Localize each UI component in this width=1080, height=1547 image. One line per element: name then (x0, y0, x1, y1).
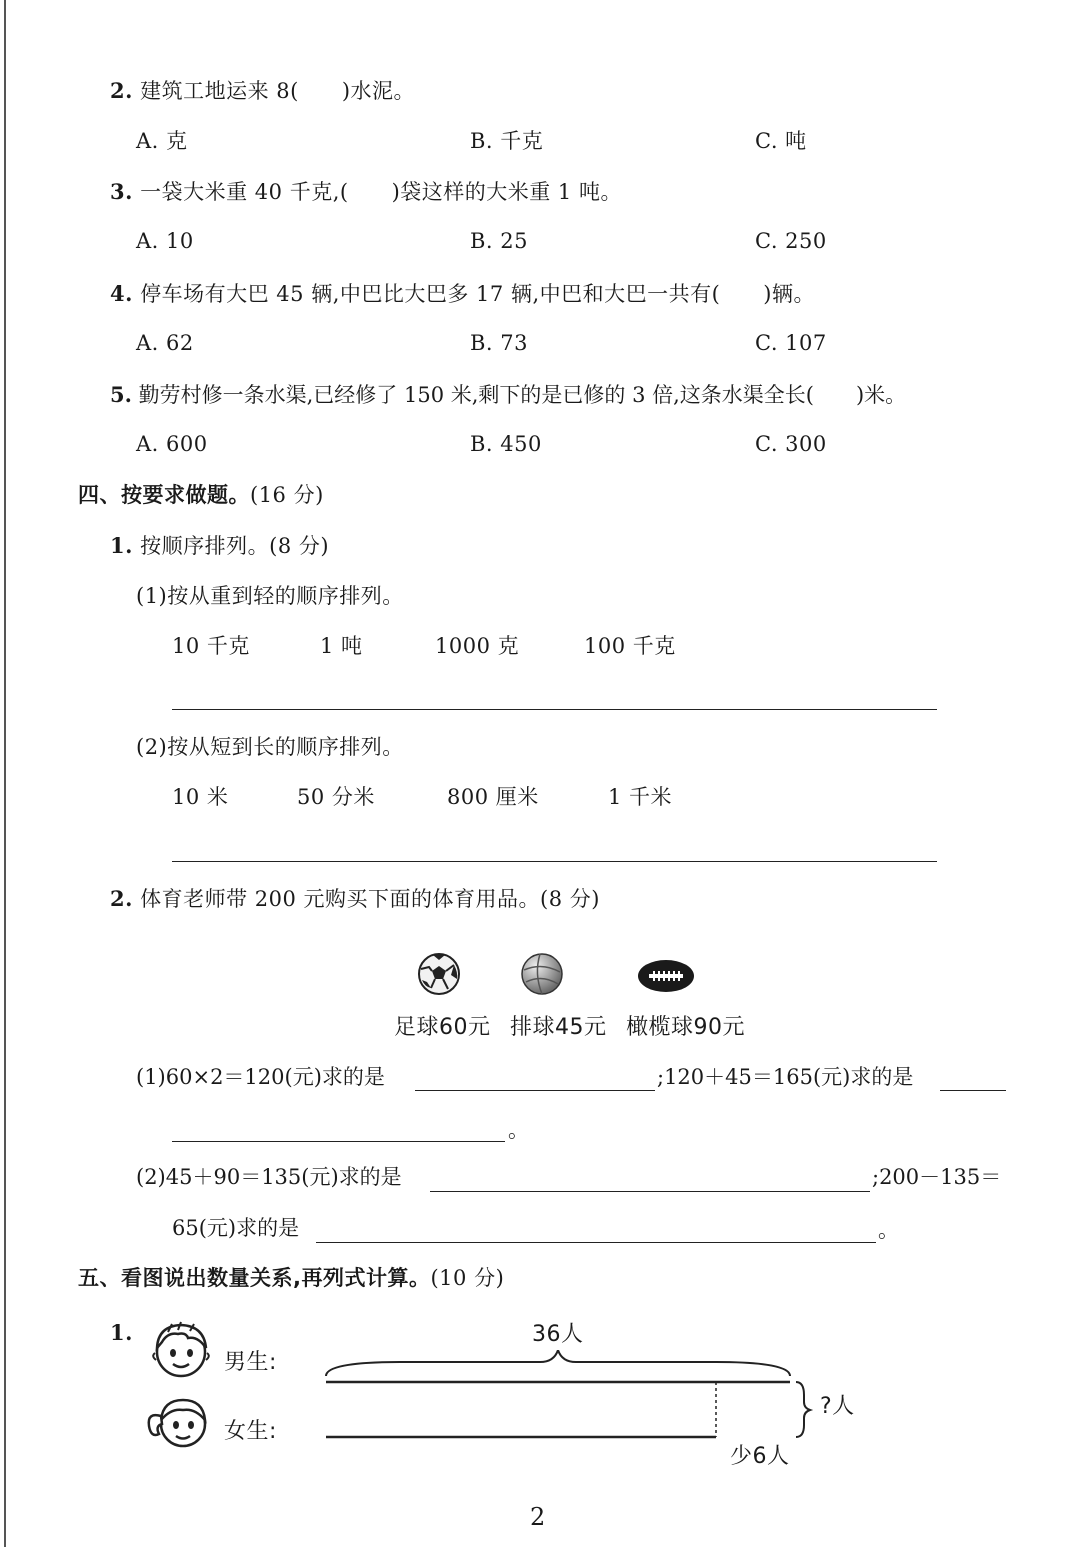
option-a: A. 10 (136, 229, 194, 253)
question-stem: 停车场有大巴 45 辆,中巴比大巴多 17 辆,中巴和大巴一共有( )辆。 (140, 282, 816, 306)
period: 。 (878, 1218, 900, 1242)
fill-line-2c: 65(元)求的是 (172, 1216, 300, 1240)
sort-value: 1 吨 (320, 634, 363, 658)
sort-value: 10 千克 (172, 634, 250, 658)
answer-blank[interactable] (172, 1141, 505, 1142)
option-b: B. 25 (470, 229, 529, 253)
fill-line-2a: (2)45＋90＝135(元)求的是 (136, 1165, 402, 1189)
sub-question-2: (2)按从短到长的顺序排列。 (136, 735, 404, 759)
answer-blank[interactable] (940, 1090, 1006, 1091)
question-number: 2. (110, 886, 133, 911)
option-a: A. 600 (136, 432, 208, 456)
question-stem: 勤劳村修一条水渠,已经修了 150 米,剩下的是已修的 3 倍,这条水渠全长( )米。 (138, 383, 907, 407)
section-score: (10 分) (430, 1266, 505, 1290)
question-3 (110, 181, 622, 203)
question-number: 3. (110, 179, 133, 204)
question-number: 5. (110, 382, 132, 407)
total-label: 36人 (532, 1322, 584, 1347)
question-label: ?人 (820, 1394, 855, 1419)
question-number: 4. (110, 281, 133, 306)
answer-blank[interactable] (316, 1242, 876, 1243)
section-4-heading (78, 485, 324, 506)
option-c: C. 250 (755, 229, 827, 253)
total-brace (326, 1350, 790, 1376)
fill-line-1b: ;120＋45＝165(元)求的是 (657, 1065, 914, 1089)
option-c: C. 107 (755, 331, 827, 355)
sort-value: 50 分米 (297, 785, 375, 809)
question-brace (796, 1382, 810, 1437)
question-stem: 建筑工地运来 8( )水泥。 (140, 79, 416, 103)
volleyball-icon (520, 952, 564, 996)
page-border (4, 0, 6, 1547)
rugby-price: 橄榄球90元 (626, 1015, 745, 1040)
less-label: 少6人 (730, 1444, 790, 1469)
question-stem: 按顺序排列。(8 分) (140, 534, 330, 558)
period: 。 (508, 1118, 530, 1142)
sort-value: 100 千克 (584, 634, 676, 658)
volleyball-price: 排球45元 (510, 1015, 607, 1040)
sort-value: 1 千米 (608, 785, 673, 809)
football-icon (417, 952, 461, 996)
sort-value: 10 米 (172, 785, 229, 809)
option-b: B. 450 (470, 432, 542, 456)
section-title: 四、按要求做题。 (78, 483, 250, 507)
girl-face-icon (143, 1394, 217, 1450)
s4-question-1 (110, 535, 329, 557)
page-number: 2 (530, 1503, 546, 1531)
question-number: 2. (110, 78, 133, 103)
sort-value: 1000 克 (435, 634, 520, 658)
girls-label: 女生: (224, 1419, 277, 1444)
boys-label: 男生: (224, 1350, 277, 1375)
answer-blank[interactable] (415, 1090, 655, 1091)
section-5-heading (78, 1268, 504, 1289)
question-4 (110, 283, 815, 305)
question-stem: 一袋大米重 40 千克,( )袋这样的大米重 1 吨。 (140, 180, 622, 204)
fill-line-2b: ;200－135＝ (872, 1165, 1002, 1189)
s4-question-2 (110, 888, 600, 910)
question-number: 1. (110, 1320, 133, 1345)
question-5 (110, 384, 906, 406)
option-a: A. 克 (136, 129, 188, 153)
answer-line[interactable] (172, 709, 937, 710)
option-b: B. 千克 (470, 129, 544, 153)
option-c: C. 300 (755, 432, 827, 456)
answer-blank[interactable] (430, 1191, 870, 1192)
section-score: (16 分) (250, 483, 324, 507)
question-number: 1. (110, 533, 133, 558)
question-stem: 体育老师带 200 元购买下面的体育用品。(8 分) (140, 887, 600, 911)
option-b: B. 73 (470, 331, 529, 355)
option-a: A. 62 (136, 331, 194, 355)
boy-face-icon (148, 1320, 214, 1380)
sub-question-1: (1)按从重到轻的顺序排列。 (136, 584, 404, 608)
answer-line[interactable] (172, 861, 937, 862)
question-2 (110, 80, 415, 102)
option-c: C. 吨 (755, 129, 807, 153)
fill-line-1a: (1)60×2＝120(元)求的是 (136, 1065, 385, 1089)
rugby-ball-icon (636, 958, 696, 994)
football-price: 足球60元 (394, 1015, 491, 1040)
sort-value: 800 厘米 (447, 785, 539, 809)
section-title: 五、看图说出数量关系,再列式计算。 (78, 1266, 431, 1290)
